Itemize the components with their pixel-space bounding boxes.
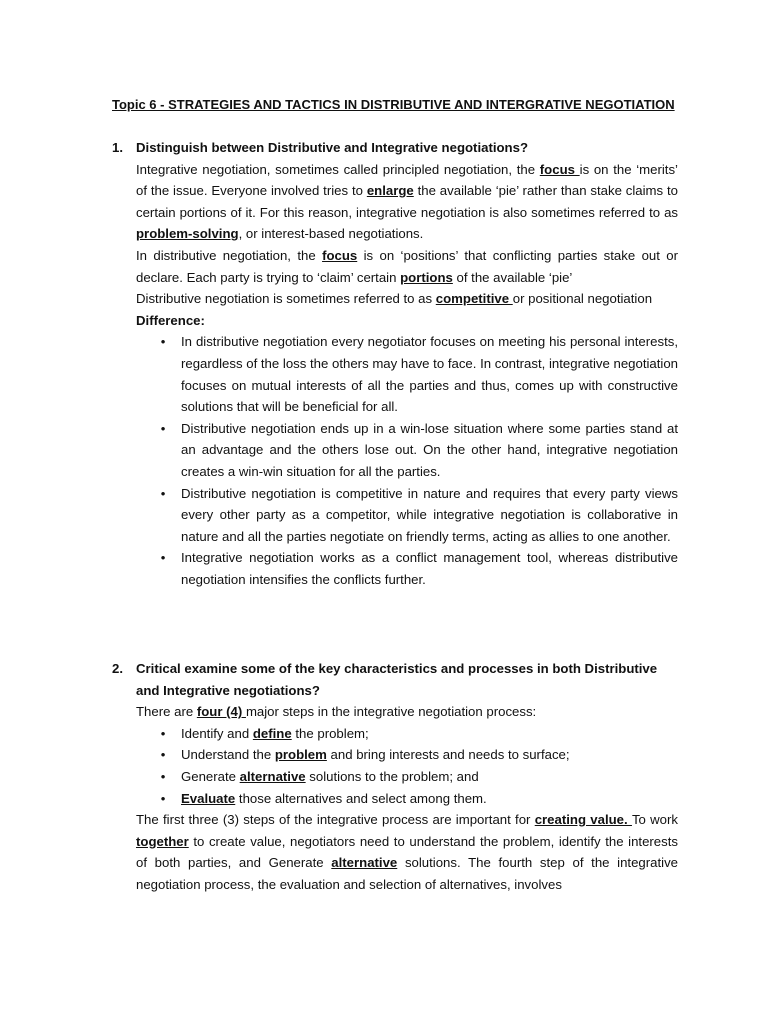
bullet-icon: • — [160, 550, 166, 566]
paragraph-competitive: Distributive negotiation is sometimes referred to as competitive or positional negotiation — [136, 291, 653, 307]
keyword-define: define — [252, 725, 292, 741]
question-2-number: 2. — [112, 661, 123, 676]
paragraph-integrative: Integrative negotiation, sometimes called principled negotiation, the focus is on the ‘merits’ of the issue. Everyone involved tries to enlarge the available ‘pie’ rather than stake claims to certain portions of it. For this reason, integrative negotiation is also sometimes referred to as problem-solving, or interest-based negotiations. — [136, 161, 679, 242]
difference-list — [136, 331, 678, 590]
list-item: • Distributive negotiation is competitive in nature and requires that every party views every other party as a competitor, while integrative negotiation is collaborative in nature and all the parties negotiate on friendly terms, acting as allies to one another. — [136, 483, 678, 548]
keyword-enlarge: enlarge — [366, 183, 414, 199]
paragraph-creating-value: The first three (3) steps of the integrative process are important for creating value. To work together to create value, negotiators need to understand the problem, identify the interests of both parties, and Generate alternative solutions. The fourth step of the integrative negotiation process, the evaluation and selection of alternatives, involves — [136, 812, 679, 892]
list-item: • Identify and define the problem; — [136, 723, 678, 745]
question-2 — [112, 658, 678, 896]
question-1-heading — [112, 137, 678, 159]
question-1-title: Distinguish between Distributive and Integrative negotiations? — [136, 140, 529, 155]
steps-list — [136, 723, 678, 809]
keyword-portions: portions — [400, 269, 453, 285]
topic-heading: Topic 6 - STRATEGIES AND TACTICS IN DISTRIBUTIVE AND INTERGRATIVE NEGOTIATION — [112, 97, 675, 112]
keyword-four: four (4) — [196, 704, 246, 720]
bullet-icon: • — [160, 768, 166, 784]
paragraph-distributive: In distributive negotiation, the focus is on ‘positions’ that conflicting parties stake out or declare. Each party is trying to ‘claim’ certain portions of the available ‘pie’ — [136, 247, 679, 285]
question-1 — [112, 137, 678, 590]
keyword-problem-solving: problem-solving — [136, 226, 239, 242]
difference-label: Difference: — [136, 312, 205, 328]
keyword-together: together — [136, 833, 189, 849]
paragraph-steps-intro: There are four (4) major steps in the integrative negotiation process: — [136, 704, 537, 720]
question-2-heading — [112, 658, 678, 701]
bullet-icon: • — [160, 790, 166, 806]
question-2-answer — [136, 701, 678, 895]
keyword-creating-value: creating value. — [534, 812, 632, 828]
list-item: • Distributive negotiation ends up in a win-lose situation where some parties stand at an advantage and the others lose out. On the other hand, integrative negotiation creates a win-win situation for all the parties. — [136, 418, 678, 483]
list-item: • Understand the problem and bring interests and needs to surface; — [136, 744, 678, 766]
keyword-focus: focus — [322, 247, 358, 263]
bullet-icon: • — [160, 420, 166, 436]
question-2-title: Critical examine some of the key characteristics and processes in both Distributive and Integrative negotiations? — [136, 661, 658, 698]
bullet-icon: • — [160, 747, 166, 763]
keyword-competitive: competitive — [435, 291, 513, 307]
bullet-icon: • — [160, 334, 166, 350]
keyword-focus: focus — [539, 161, 580, 177]
question-1-answer — [136, 159, 678, 591]
bullet-icon: • — [160, 485, 166, 501]
question-1-number: 1. — [112, 140, 123, 155]
list-item: • Generate alternative solutions to the problem; and — [136, 766, 678, 788]
list-item: • Integrative negotiation works as a conflict management tool, whereas distributive negotiation intensifies the conflicts further. — [136, 547, 678, 590]
list-item: • In distributive negotiation every negotiator focuses on meeting his personal interests, regardless of the loss the others may have to face. In contrast, integrative negotiation focuses on mutual interests of all the parties and thus, comes up with constructive solutions that will be beneficial for all. — [136, 331, 678, 417]
keyword-alternative: alternative — [331, 855, 398, 871]
keyword-problem: problem — [274, 747, 327, 763]
keyword-evaluate: Evaluate — [181, 790, 236, 806]
list-item: • Evaluate those alternatives and select among them. — [136, 788, 678, 810]
bullet-icon: • — [160, 725, 166, 741]
keyword-alternative: alternative — [239, 768, 306, 784]
